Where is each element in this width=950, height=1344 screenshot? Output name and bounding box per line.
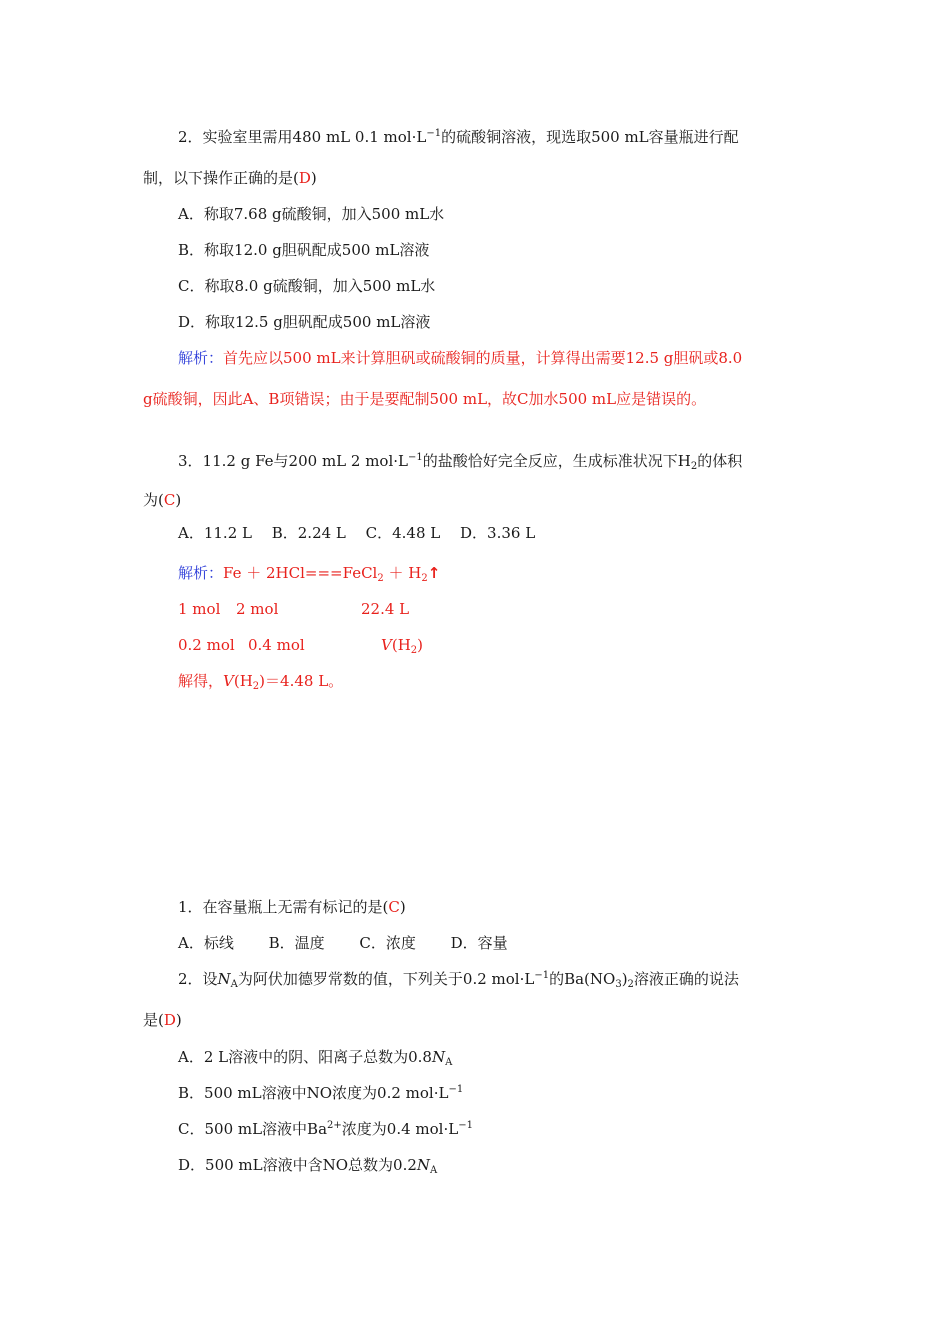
q2-answer: C [163, 491, 176, 509]
q2-equation: 解析：Fe ＋ 2HCl===FeCl$_2$ ＋ $H_2↑$ [178, 564, 441, 584]
q3-options: A．标线 B．温度 C．浓度 D．容量 [178, 934, 508, 952]
q2-stem-line2: 为(C) [143, 491, 182, 509]
q4-answer: D [163, 1011, 176, 1029]
q2-ratio-row2-v: $V(H_2)$ [381, 636, 424, 656]
q2-result: 解得，$V(H_2)=4.48$ L。 [178, 672, 344, 692]
q4-option-d: D．500 mL溶液中含NO总数为$0.2N_A$ [178, 1156, 438, 1176]
q2-options: A．11.2 L B．2.24 L C．4.48 L D．3.36 L [178, 524, 536, 542]
q3-stem: 1．在容量瓶上无需有标记的是(C) [178, 898, 406, 916]
analysis-label: 解析： [178, 564, 224, 582]
q2-ratio-row1: 1 mol [178, 600, 221, 618]
q2-ratio-row1-c: 22.4 L [361, 600, 410, 618]
q1-analysis-line1: 解析：首先应以500 mL来计算胆矾或硫酸铜的质量，计算得出需要12.5 g胆矾或8.0 [178, 349, 743, 367]
q1-stem-line2: 制，以下操作正确的是(D) [143, 169, 317, 187]
q4-option-c: C．500 mL溶液中$Ba^{2+}$浓度为0.4 $mol\cdot L^{-1}$ [178, 1120, 473, 1138]
q1-option-b: B．称取12.0 g胆矾配成500 mL溶液 [178, 241, 430, 259]
q1-answer: D [298, 169, 311, 187]
q1-option-a: A．称取7.68 g硫酸铜，加入500 mL水 [178, 205, 445, 223]
q3-answer: C [388, 898, 400, 916]
analysis-label: 解析： [178, 349, 224, 367]
q2-ratio-row2-a: 0.2 mol [178, 636, 235, 654]
q1-option-d: D．称取12.5 g胆矾配成500 mL溶液 [178, 313, 431, 331]
q4-stem-line2: 是(D) [143, 1011, 182, 1029]
q2-ratio-row2-b: 0.4 mol [248, 636, 305, 654]
q2-ratio-row1-b: 2 mol [236, 600, 279, 618]
q4-option-b: B．500 mL溶液中NO浓度为0.2 $mol\cdot L^{-1}$ [178, 1084, 464, 1102]
q1-analysis-line2: g硫酸铜，因此A、B项错误；由于是要配制500 mL，故C加水500 mL应是错误的。 [143, 390, 707, 408]
gas-arrow-icon: ↑ [427, 564, 441, 582]
q4-option-a: A．2 L溶液中的阴、阳离子总数为$0.8N_A$ [178, 1048, 453, 1068]
q1-option-c: C．称取8.0 g硫酸铜，加入500 mL水 [178, 277, 436, 295]
q1-stem-line1: 2．实验室里需用480 mL 0.1 $mol\cdot L^{-1}$的硫酸铜溶液，现选取500 mL容量瓶进行配 [178, 128, 739, 146]
q4-stem-line1: 2．设$N_A$为阿伏加德罗常数的值，下列关于0.2 $mol\cdot L^{-1}$的$Ba(NO_3)_2$溶液正确的说法 [178, 970, 739, 990]
q2-stem-line1: 3．11.2 g Fe与200 mL 2 $mol\cdot L^{-1}$的盐酸恰好完全反应，生成标准状况下$H_2$的体积 [178, 452, 743, 472]
